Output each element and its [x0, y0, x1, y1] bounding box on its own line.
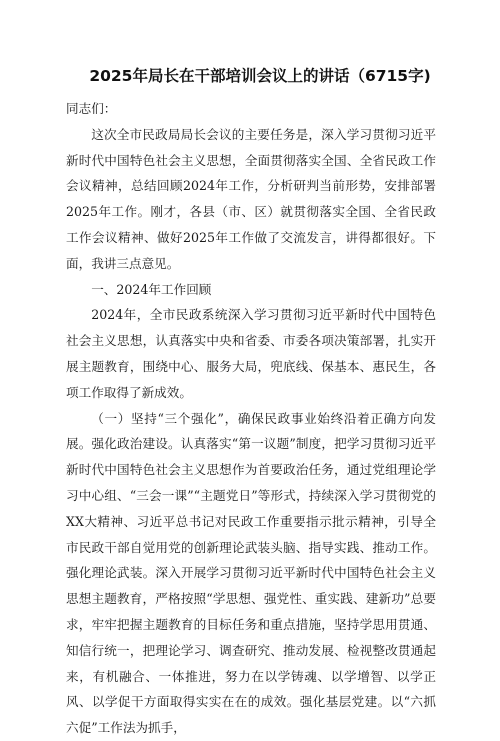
- paragraph-intro: 这次全市民政局局长会议的主要任务是，深入学习贯彻习近平新时代中国特色社会主义思想，全面贯彻落实全国、全省民政工作会议精神，总结回顾2024年工作，分析研判当前形势，安排部署2025年工作。刚才，各县（市、区）就贯彻落实全国、全省民政工作会议精神、做好2025年工作做了交流发言，讲得都很好。下面，我讲三点意见。: [66, 126, 436, 271]
- section-heading: 一、2024年工作回顾: [91, 281, 212, 297]
- document-title: 2025年局长在干部培训会议上的讲话（6715字): [89, 67, 431, 85]
- paragraph-subsection-1: （一）坚持“三个强化”，确保民政事业始终沿着正确方向发展。强化政治建设。认真落实“第一议题”制度，把学习贯彻习近平新时代中国特色社会主义思想作为首要政治任务，通过党组理论学习中心组、“三会一课”“主题党日”等形式，持续深入学习贯彻党的XX大精神、习近平总书记对民政工作重要指示批示精神，引导全市民政干部自觉用党的创新理论武装头脑、指导实践、推动工作。强化理论武装。深入开展学习贯彻习近平新时代中国特色社会主义思想主题教育，严格按照“学思想、强党性、重实践、建新功”总要求，牢牢把握主题教育的目标任务和重点措施，坚持学思用贯通、知信行统一，把理论学习、调查研究、推动发展、检视整改贯通起来，有机融合、一体推进，努力在以学铸魂、以学增智、以学正风、以学促干方面取得实实在在的成效。强化基层党建。以“六抓六促”工作法为抓手，: [66, 410, 436, 736]
- document-body: [66, 96, 436, 741]
- greeting: 同志们：: [66, 101, 117, 116]
- paragraph-review: 2024年，全市民政系统深入学习贯彻习近平新时代中国特色社会主义思想，认真落实中央和省委、市委各项决策部署，扎实开展主题教育，围绕中心、服务大局，兜底线、保基本、惠民生，各项工作取得了新成效。: [66, 307, 436, 400]
